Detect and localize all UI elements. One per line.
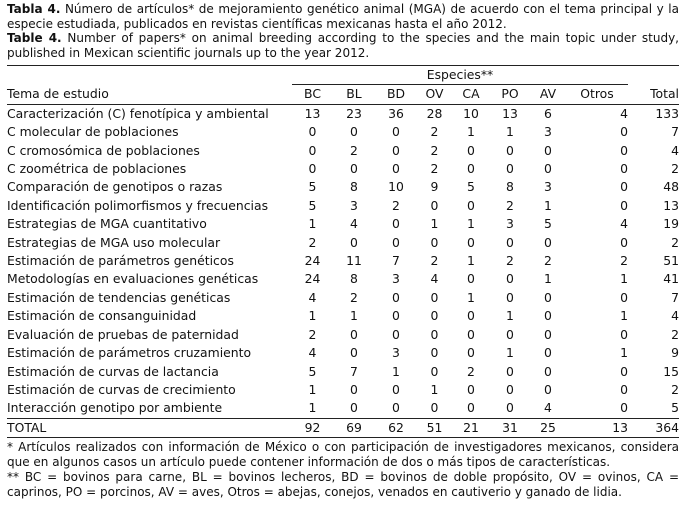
row-value-ov: 9 — [430, 179, 439, 195]
row-value-bd: 0 — [392, 161, 400, 177]
table-row — [7, 123, 679, 141]
row-value-av: 25 — [530, 418, 566, 437]
row-value-bd: 0 — [392, 234, 400, 250]
caption-spanish-label: Tabla 4. — [7, 2, 61, 16]
row-topic: Interacción genotipo por ambiente — [7, 400, 223, 416]
row-value-av: 6 — [544, 105, 552, 121]
row-topic: Estimación de curvas de lactancia — [7, 363, 219, 379]
row-value-bd: 7 — [392, 253, 400, 269]
row-value-otros: 0 — [620, 197, 628, 213]
row-value-po: 13 — [502, 105, 518, 121]
table-row — [7, 104, 679, 123]
row-value-ca: 1 — [467, 124, 475, 140]
row-value-total: 7 — [671, 289, 679, 305]
row-value-otros: 0 — [620, 326, 628, 342]
row-topic: Estimación de parámetros cruzamiento — [7, 345, 252, 361]
row-value-total: 9 — [671, 345, 679, 361]
row-value-total: 5 — [671, 400, 679, 416]
row-value-otros: 0 — [620, 124, 628, 140]
row-value-bd: 3 — [392, 271, 400, 287]
caption-english — [7, 31, 679, 60]
table-row — [7, 252, 679, 270]
table-row — [7, 178, 679, 196]
row-value-po: 1 — [506, 124, 514, 140]
row-value-ca: 0 — [467, 142, 475, 158]
row-value-po: 3 — [506, 216, 514, 232]
row-topic: Estimación de tendencias genéticas — [7, 289, 231, 305]
row-value-otros: 1 — [620, 308, 628, 324]
row-value-ca: 21 — [452, 418, 490, 437]
row-value-bd: 0 — [392, 400, 400, 416]
row-value-bl: 1 — [350, 308, 358, 324]
document-page — [7, 2, 679, 499]
row-value-total: 364 — [628, 418, 679, 437]
table-row — [7, 215, 679, 233]
row-value-total: 2 — [671, 234, 679, 250]
table-row — [7, 270, 679, 288]
row-value-ov: 0 — [430, 234, 439, 250]
row-value-ca: 0 — [467, 326, 475, 342]
row-value-bc: 5 — [308, 179, 317, 195]
row-value-av: 5 — [544, 216, 552, 232]
row-value-bd: 62 — [375, 418, 417, 437]
row-value-otros: 1 — [620, 271, 628, 287]
row-value-ca: 0 — [467, 400, 475, 416]
row-value-bc: 24 — [304, 253, 321, 269]
header-row-columns — [7, 85, 679, 104]
row-value-av: 0 — [544, 289, 552, 305]
species-header: Especies** — [292, 66, 628, 85]
row-value-ca: 0 — [467, 161, 475, 177]
row-value-ca: 0 — [467, 381, 475, 397]
footnotes — [7, 440, 679, 499]
row-topic: Estimación de parámetros genéticos — [7, 253, 234, 269]
row-value-po: 0 — [506, 234, 514, 250]
row-value-bc: 1 — [308, 216, 317, 232]
row-value-ov: 2 — [430, 124, 439, 140]
row-value-po: 2 — [506, 197, 514, 213]
row-topic: C molecular de poblaciones — [7, 124, 179, 140]
row-value-bl: 69 — [333, 418, 375, 437]
row-value-av: 0 — [544, 326, 552, 342]
row-value-po: 31 — [490, 418, 530, 437]
row-value-bl: 8 — [350, 179, 358, 195]
row-value-total: 15 — [663, 363, 679, 379]
footnote-species-abbreviations: ** BC = bovinos para carne, BL = bovinos lecheros, BD = bovinos de doble propósito, OV = ovinos, CA = caprinos, PO = porcinos, AV = aves, Otros = abejas, conejos, venados en cautiverio y ganado de lidia. — [7, 469, 679, 499]
row-value-po: 0 — [506, 142, 514, 158]
row-value-ca: 10 — [463, 105, 479, 121]
row-value-av: 0 — [544, 234, 552, 250]
row-value-ca: 1 — [467, 289, 475, 305]
row-topic: Identificación polimorfismos y frecuencias — [7, 197, 269, 213]
row-value-av: 0 — [544, 381, 552, 397]
row-value-av: 1 — [544, 197, 552, 213]
row-value-po: 0 — [506, 289, 514, 305]
row-value-total: 2 — [671, 381, 679, 397]
row-value-bd: 0 — [392, 289, 400, 305]
row-value-av: 0 — [544, 161, 552, 177]
row-value-bc: 13 — [304, 105, 321, 121]
row-value-ca: 0 — [467, 271, 475, 287]
row-value-total: 2 — [671, 161, 679, 177]
row-value-bc: 0 — [308, 161, 317, 177]
footnote-articles: * Artículos realizados con información de México o con participación de investigadores mexicanos, considera que en algunos casos un artículo puede contener información de dos o más tipos de características. — [7, 440, 679, 469]
row-value-av: 2 — [544, 253, 552, 269]
row-value-ov: 0 — [430, 289, 439, 305]
row-value-bl: 4 — [350, 216, 358, 232]
row-value-po: 0 — [506, 400, 514, 416]
row-value-ca: 0 — [467, 308, 475, 324]
row-topic: Metodologías en evaluaciones genéticas — [7, 271, 259, 287]
row-value-otros: 0 — [620, 161, 628, 177]
row-value-bd: 1 — [392, 363, 400, 379]
row-value-po: 8 — [506, 179, 514, 195]
row-value-bc: 4 — [308, 345, 317, 361]
row-value-bd: 2 — [392, 197, 400, 213]
row-value-otros: 0 — [620, 363, 628, 379]
row-topic: Estrategias de MGA cuantitativo — [7, 216, 207, 232]
table-row — [7, 142, 679, 160]
row-value-otros: 0 — [620, 142, 628, 158]
row-value-otros: 1 — [620, 345, 628, 361]
row-value-bc: 4 — [308, 289, 317, 305]
col-header-av: AV — [530, 85, 566, 104]
row-value-otros: 0 — [620, 234, 628, 250]
row-value-po: 1 — [506, 308, 514, 324]
row-value-ov: 0 — [430, 400, 439, 416]
caption-english-label: Table 4. — [7, 31, 62, 45]
row-value-av: 0 — [544, 363, 552, 379]
row-value-po: 0 — [506, 271, 514, 287]
row-value-bl: 0 — [350, 326, 358, 342]
row-value-bd: 0 — [392, 216, 400, 232]
row-value-total: 13 — [663, 197, 679, 213]
row-value-total: 51 — [663, 253, 679, 269]
row-value-av: 1 — [544, 271, 552, 287]
row-value-av: 0 — [544, 345, 552, 361]
table-row — [7, 307, 679, 325]
row-value-av: 0 — [544, 308, 552, 324]
row-value-bl: 0 — [350, 124, 358, 140]
table-row — [7, 197, 679, 215]
row-value-ca: 0 — [467, 234, 475, 250]
row-value-bd: 0 — [392, 381, 400, 397]
row-value-bd: 0 — [392, 326, 400, 342]
row-value-total: 19 — [663, 216, 679, 232]
header-row-species — [7, 66, 679, 85]
row-value-ov: 28 — [426, 105, 443, 121]
col-header-po: PO — [490, 85, 530, 104]
topic-header: Tema de estudio — [7, 85, 292, 104]
row-value-bd: 0 — [392, 142, 400, 158]
row-value-po: 0 — [506, 326, 514, 342]
row-value-ov: 4 — [430, 271, 439, 287]
row-value-av: 0 — [544, 142, 552, 158]
row-value-bl: 23 — [346, 105, 362, 121]
row-value-bl: 0 — [350, 161, 358, 177]
col-header-bl: BL — [333, 85, 375, 104]
row-value-ov: 51 — [417, 418, 452, 437]
row-value-otros: 4 — [620, 105, 628, 121]
row-value-ca: 1 — [467, 216, 475, 232]
row-value-bc: 2 — [308, 326, 317, 342]
row-value-total: 48 — [663, 179, 679, 195]
row-value-total: 4 — [671, 308, 679, 324]
row-topic: C zoométrica de poblaciones — [7, 161, 187, 177]
table-row — [7, 234, 679, 252]
row-value-ov: 2 — [430, 253, 439, 269]
caption-spanish-text: Número de artículos* de mejoramiento genético animal (MGA) de acuerdo con el tema principal y la especie estudiada, publicados en revistas científicas mexicanas hasta el año 2012. — [7, 2, 679, 31]
row-value-bl: 11 — [346, 253, 362, 269]
row-value-bl: 0 — [350, 345, 358, 361]
col-header-otros: Otros — [566, 85, 628, 104]
table-row — [7, 399, 679, 418]
row-value-po: 0 — [506, 161, 514, 177]
row-value-bl: 2 — [350, 142, 358, 158]
row-value-bc: 5 — [308, 197, 317, 213]
row-value-ca: 0 — [467, 345, 475, 361]
row-value-ca: 2 — [467, 363, 475, 379]
row-value-total: 4 — [671, 142, 679, 158]
row-value-bc: 0 — [308, 142, 317, 158]
row-value-ov: 0 — [430, 197, 439, 213]
col-header-bd: BD — [375, 85, 417, 104]
data-table — [7, 65, 679, 438]
row-value-bc: 1 — [308, 381, 317, 397]
table-row — [7, 344, 679, 362]
table-row — [7, 363, 679, 381]
row-value-bc: 5 — [308, 363, 317, 379]
row-value-otros: 4 — [620, 216, 628, 232]
row-value-otros: 0 — [620, 381, 628, 397]
col-header-ov: OV — [417, 85, 452, 104]
row-value-otros: 0 — [620, 179, 628, 195]
row-value-ca: 5 — [467, 179, 475, 195]
table-total-row — [7, 418, 679, 437]
row-topic: Estimación de consanguinidad — [7, 308, 197, 324]
row-value-total: 7 — [671, 124, 679, 140]
row-value-bd: 0 — [392, 124, 400, 140]
row-topic: Caracterización (C) fenotípica y ambiental — [7, 105, 269, 121]
row-value-ov: 2 — [430, 161, 439, 177]
row-value-ov: 1 — [430, 381, 439, 397]
row-value-total: 2 — [671, 326, 679, 342]
row-value-bl: 0 — [350, 234, 358, 250]
row-value-po: 2 — [506, 253, 514, 269]
row-value-bl: 0 — [350, 381, 358, 397]
row-value-ca: 1 — [467, 253, 475, 269]
row-topic: Comparación de genotipos o razas — [7, 179, 223, 195]
col-header-bc: BC — [292, 85, 333, 104]
row-value-ov: 0 — [430, 345, 439, 361]
row-value-bd: 0 — [392, 308, 400, 324]
row-value-bl: 2 — [350, 289, 358, 305]
row-value-av: 4 — [544, 400, 552, 416]
row-value-av: 3 — [544, 124, 552, 140]
row-value-bd: 36 — [388, 105, 404, 121]
row-value-bc: 1 — [308, 400, 317, 416]
row-value-otros: 2 — [620, 253, 628, 269]
row-value-bc: 24 — [304, 271, 321, 287]
row-value-po: 0 — [506, 381, 514, 397]
row-value-bd: 10 — [388, 179, 404, 195]
row-value-total: 41 — [663, 271, 679, 287]
row-topic: TOTAL — [7, 418, 292, 437]
table-row — [7, 160, 679, 178]
table-row — [7, 326, 679, 344]
table-row — [7, 289, 679, 307]
caption-spanish — [7, 2, 679, 31]
row-value-total: 133 — [655, 105, 679, 121]
row-value-ov: 0 — [430, 326, 439, 342]
col-header-total: Total — [628, 85, 679, 104]
row-value-otros: 0 — [620, 400, 628, 416]
col-header-ca: CA — [452, 85, 490, 104]
row-topic: Estimación de curvas de crecimiento — [7, 381, 236, 397]
row-value-po: 0 — [506, 363, 514, 379]
caption-english-text: Number of papers* on animal breeding according to the species and the main topic under study, published in Mexican scientific journals up to the year 2012. — [7, 31, 679, 60]
row-value-ov: 2 — [430, 142, 439, 158]
row-value-otros: 13 — [566, 418, 628, 437]
row-value-bc: 0 — [308, 124, 317, 140]
row-value-av: 3 — [544, 179, 552, 195]
row-topic: C cromosómica de poblaciones — [7, 142, 200, 158]
row-value-bc: 2 — [308, 234, 317, 250]
row-value-bc: 1 — [308, 308, 317, 324]
table-row — [7, 381, 679, 399]
row-value-bc: 92 — [292, 418, 333, 437]
row-value-bl: 3 — [350, 197, 358, 213]
row-value-ov: 1 — [430, 216, 439, 232]
row-value-ca: 0 — [467, 197, 475, 213]
row-topic: Estrategias de MGA uso molecular — [7, 234, 221, 250]
row-value-po: 1 — [506, 345, 514, 361]
table-body — [7, 104, 679, 437]
row-topic: Evaluación de pruebas de paternidad — [7, 326, 239, 342]
row-value-bl: 8 — [350, 271, 358, 287]
row-value-bl: 7 — [350, 363, 358, 379]
row-value-bl: 0 — [350, 400, 358, 416]
row-value-ov: 0 — [430, 308, 439, 324]
row-value-bd: 3 — [392, 345, 400, 361]
row-value-otros: 0 — [620, 289, 628, 305]
row-value-ov: 0 — [430, 363, 439, 379]
